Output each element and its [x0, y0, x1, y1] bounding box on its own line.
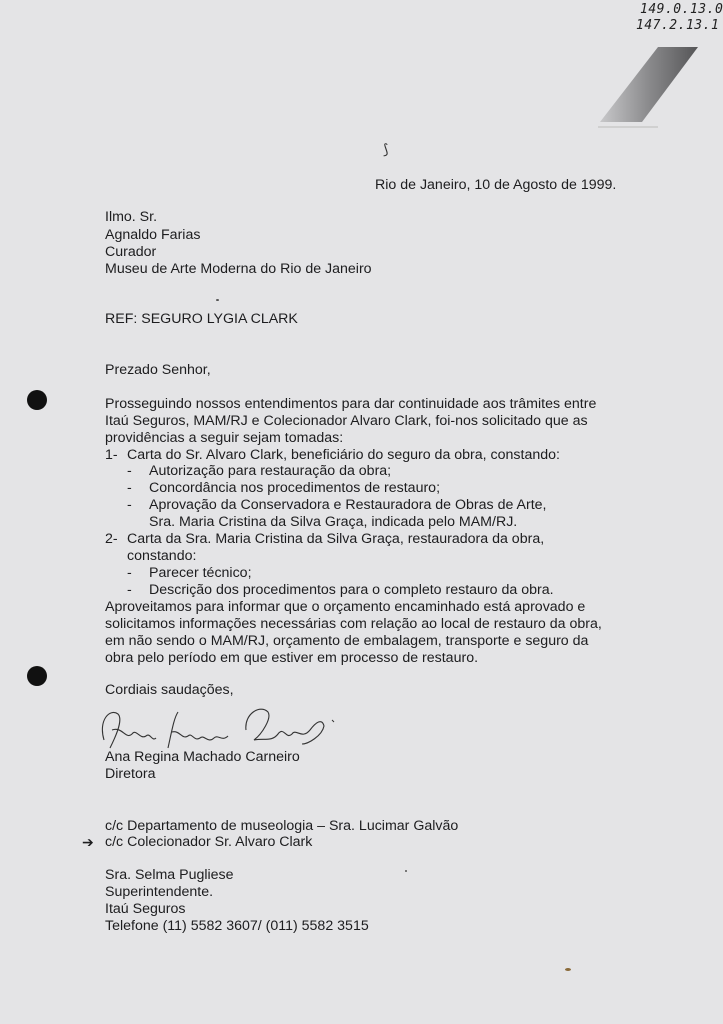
signatory-role: Diretora [105, 766, 156, 782]
item-1-text: Carta do Sr. Alvaro Clark, beneficiário do seguro da obra, constando: [127, 447, 560, 463]
addressee2-phone: Telefone (11) 5582 3607/ (011) 5582 3515 [105, 918, 369, 934]
closing-line-2: solicitamos informações necessárias com relação ao local de restauro da obra, [105, 616, 602, 632]
dash: - [127, 463, 132, 479]
intro-line-1: Prosseguindo nossos entendimentos para dar continuidade aos trâmites entre [105, 396, 597, 412]
cc-arrow-mark: ➔ [82, 834, 94, 850]
recipient-title: Curador [105, 244, 157, 260]
dash: - [127, 497, 132, 513]
paper-speck [216, 299, 219, 301]
intro-line-2: Itaú Seguros, MAM/RJ e Colecionador Alvaro Clark, foi-nos solicitado que as [105, 413, 588, 429]
dash: - [127, 582, 132, 598]
item-2-text-line-2: constando: [127, 548, 197, 564]
closing-line-4: obra pelo período em que estiver em processo de restauro. [105, 650, 479, 666]
closing-line-1: Aproveitamos para informar que o orçamento encaminhado está aprovado e [105, 599, 586, 615]
recipient-institution: Museu de Arte Moderna do Rio de Janeiro [105, 261, 372, 277]
item-1-subitem-1: Autorização para restauração da obra; [149, 463, 392, 479]
dash: - [127, 565, 132, 581]
punch-hole-bottom [27, 666, 47, 686]
item-2-subitem-1: Parecer técnico; [149, 565, 252, 581]
sign-off: Cordiais saudações, [105, 682, 234, 698]
item-1-subitem-continuation: Sra. Maria Cristina da Silva Graça, indicada pelo MAM/RJ. [149, 514, 518, 530]
item-1-subitem-2: Concordância nos procedimentos de restauro; [149, 480, 441, 496]
item-2-number: 2- [105, 531, 118, 547]
punch-hole-top [27, 390, 47, 410]
recipient-salutation: Ilmo. Sr. [105, 209, 158, 225]
paper-speck [565, 968, 571, 971]
addressee2-company: Itaú Seguros [105, 901, 186, 917]
item-2-subitem-2: Descrição dos procedimentos para o completo restauro da obra. [149, 582, 554, 598]
item-1-subitem-3: Aprovação da Conservadora e Restauradora de Obras de Arte, [149, 497, 547, 513]
cc-line-1: c/c Departamento de museologia – Sra. Lucimar Galvão [105, 818, 459, 834]
reference-line: REF: SEGURO LYGIA CLARK [105, 311, 298, 327]
recipient-name: Agnaldo Farias [105, 227, 201, 243]
company-logo-icon [598, 47, 703, 132]
archive-code-1: 149.0.13.0 [640, 2, 723, 17]
archive-code-2: 147.2.13.1 [636, 18, 720, 33]
cc-line-2: c/c Colecionador Sr. Alvaro Clark [105, 834, 313, 850]
addressee2-name: Sra. Selma Pugliese [105, 867, 234, 883]
signatory-name: Ana Regina Machado Carneiro [105, 749, 300, 765]
closing-line-3: em não sendo o MAM/RJ, orçamento de embalagem, transporte e seguro da [105, 633, 589, 649]
dash: - [127, 480, 132, 496]
item-2-text-line-1: Carta da Sra. Maria Cristina da Silva Graça, restauradora da obra, [127, 531, 545, 547]
paper-speck [405, 870, 407, 872]
intro-line-3: providências a seguir sejam tomadas: [105, 430, 344, 446]
date-line: Rio de Janeiro, 10 de Agosto de 1999. [375, 177, 617, 193]
stray-mark: ⟆ [383, 141, 389, 157]
item-1-number: 1- [105, 447, 118, 463]
addressee2-title: Superintendente. [105, 884, 214, 900]
greeting: Prezado Senhor, [105, 362, 211, 378]
